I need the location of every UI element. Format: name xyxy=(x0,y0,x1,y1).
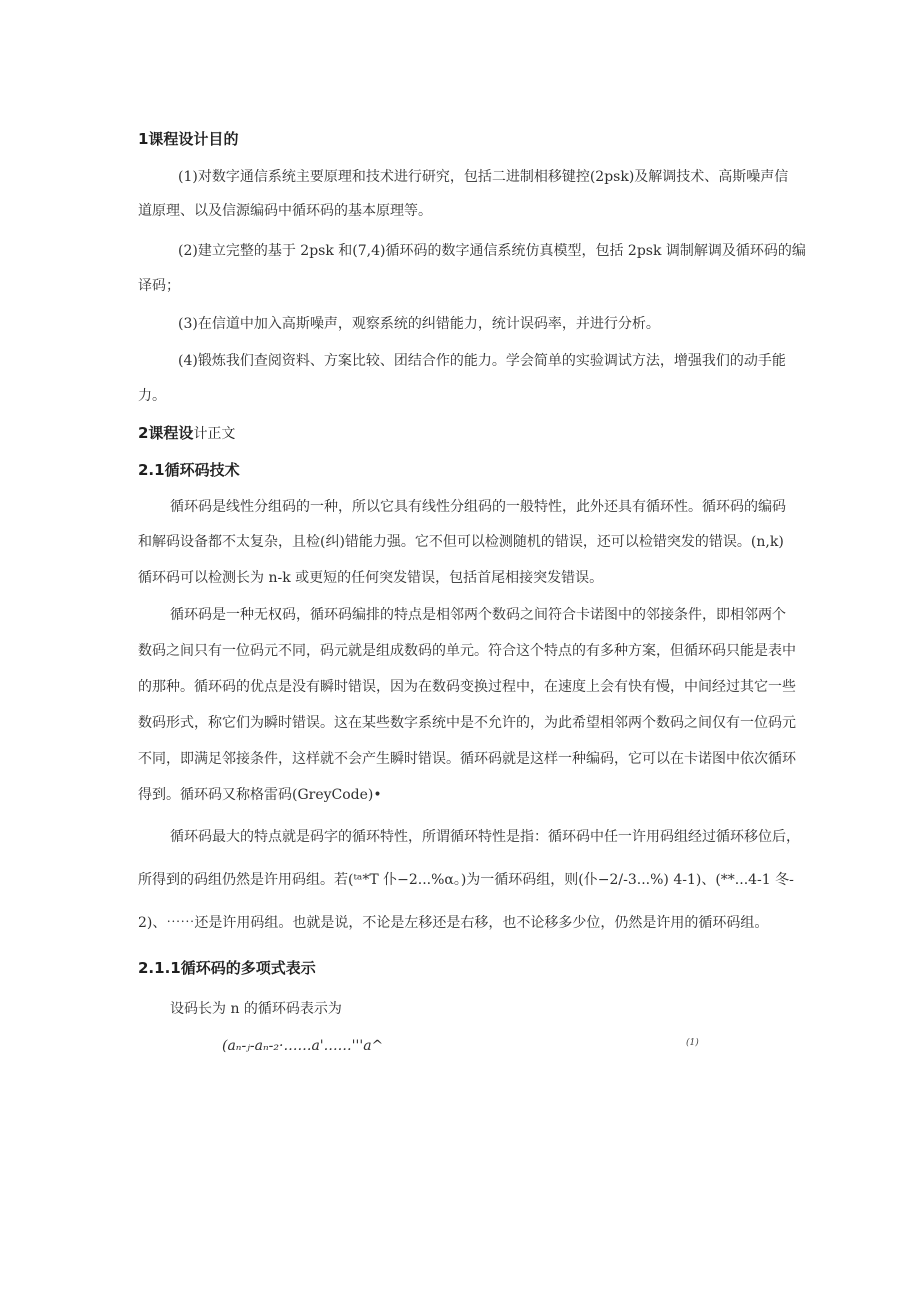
para2-line-1: 循环码是一种无权码，循环码编排的特点是相邻两个数码之间符合卡诺图中的邻接条件，即相邻两个 xyxy=(170,607,786,623)
para1-line-2: 和解码设备都不太复杂，且检(纠)错能力强。它不但可以检测随机的错误，还可以检错突发的错误。(n,k) xyxy=(138,534,784,550)
item-4-line-2: 力。 xyxy=(138,388,166,404)
para2-line-2: 数码之间只有一位码元不同，码元就是组成数码的单元。符合这个特点的有多种方案，但循环码只能是表中 xyxy=(138,643,796,659)
item-3-line-1: (3)在信道中加入高斯噪声，观察系统的纠错能力，统计误码率，并进行分析。 xyxy=(178,316,660,332)
para3-line-2: 所得到的码组仍然是许用码组。若(ᵗᵃ*T 仆−2...%α。)为一循环码组，则(仆−2/-3...%) 4-1)、(**...4-1 冬- xyxy=(138,872,794,888)
section-2-heading-rest: 计正文 xyxy=(193,426,236,442)
para3-line-1: 循环码最大的特点就是码字的循环特性，所谓循环特性是指：循环码中任一许用码组经过循环移位后， xyxy=(170,829,800,845)
para2-line-6: 得到。循环码又称格雷码(GreyCode)• xyxy=(138,787,382,803)
para2-line-4: 数码形式，称它们为瞬时错误。这在某些数字系统中是不允许的，为此希望相邻两个数码之间仅有一位码元 xyxy=(138,715,796,731)
section-2-1-1-heading: 2.1.1循环码的多项式表示 xyxy=(138,959,316,977)
item-4-line-1: (4)锻炼我们查阅资料、方案比较、团结合作的能力。学会简单的实验调试方法，增强我们的动手能 xyxy=(178,353,786,369)
polynomial-intro: 设码长为 n 的循环码表示为 xyxy=(170,1001,342,1017)
item-2-line-2: 译码； xyxy=(138,278,180,294)
para1-line-3: 循环码可以检测长为 n-k 或更短的任何突发错误，包括首尾相接突发错误。 xyxy=(138,570,604,586)
equation-number: (1) xyxy=(686,1038,699,1048)
section-2-1-heading: 2.1循环码技术 xyxy=(138,461,240,479)
codeword-formula: (aₙ-ⱼ-aₙ-₂·……a'……'''a^ xyxy=(222,1038,384,1054)
para3-line-3: 2)、⋯⋯还是许用码组。也就是说，不论是左移还是右移，也不论移多少位，仍然是许用的循环码组。 xyxy=(138,915,769,931)
para1-line-1: 循环码是线性分组码的一种，所以它具有线性分组码的一般特性，此外还具有循环性。循环码的编码 xyxy=(170,499,786,515)
item-2-line-1: (2)建立完整的基于 2psk 和(7,4)循环码的数字通信系统仿真模型，包括 2psk 调制解调及循环码的编 xyxy=(178,243,806,259)
item-1-line-1: (1)对数字通信系统主要原理和技术进行研究，包括二进制相移键控(2psk)及解调技术、高斯噪声信 xyxy=(178,169,789,185)
section-1-heading: 1课程设计目的 xyxy=(138,130,239,148)
para2-line-5: 不同，即满足邻接条件，这样就不会产生瞬时错误。循环码就是这样一种编码，它可以在卡诺图中依次循环 xyxy=(138,751,796,767)
item-1-line-2: 道原理、以及信源编码中循环码的基本原理等。 xyxy=(138,203,432,219)
para2-line-3: 的那种。循环码的优点是没有瞬时错误，因为在数码变换过程中，在速度上会有快有慢，中间经过其它一些 xyxy=(138,679,796,695)
section-2-heading xyxy=(138,422,235,443)
section-2-heading-bold: 2课程设 xyxy=(138,424,194,442)
